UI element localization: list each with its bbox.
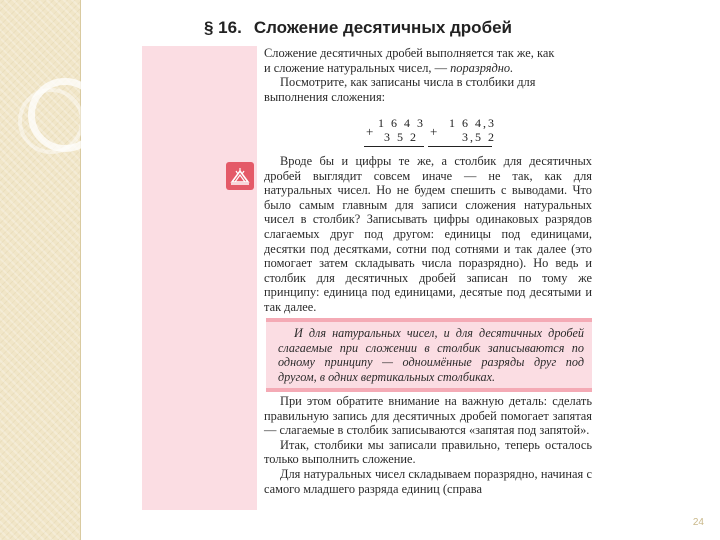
addend-top: 1 6 4,3 xyxy=(449,116,496,130)
section-number: § 16. xyxy=(204,18,242,37)
pen-icon xyxy=(226,162,254,190)
intro-line: Сложение десятичных дробей выполняется так же, как xyxy=(264,46,555,60)
margin-band xyxy=(142,46,257,510)
main-paragraph xyxy=(264,154,592,315)
column-addition-example xyxy=(366,116,426,150)
addend-bottom: 3 5 2 xyxy=(384,130,418,144)
decorative-side-strip xyxy=(0,0,81,540)
plus-sign: + xyxy=(430,124,438,139)
textbook-page xyxy=(142,6,594,510)
page-number: 24 xyxy=(692,517,704,528)
closing-text xyxy=(264,394,592,496)
intro-text xyxy=(264,46,592,104)
sum-line xyxy=(364,146,424,147)
section-heading xyxy=(204,18,512,38)
addend-bottom: 3,5 2 xyxy=(462,130,496,144)
sum-line xyxy=(428,146,492,147)
rule-text: И для натуральных чисел, и для десятичных дробей слагаемые при сложении в столбик записываются по одному принципу — одноимённые разряды друг под другом, в одних вертикальных столбиках. xyxy=(278,326,584,384)
intro-line-part: и сложение натуральных чисел, — xyxy=(264,60,447,75)
paragraph: Итак, столбики мы записали правильно, теперь осталось только выполнить сложение. xyxy=(264,437,592,467)
intro-line: Посмотрите, как записаны числа в столбики для xyxy=(280,75,536,90)
rule-box xyxy=(266,318,592,392)
intro-line xyxy=(264,61,592,76)
section-title: Сложение десятичных дробей xyxy=(253,18,512,37)
paragraph: Вроде бы и цифры те же, а столбик для десятичных дробей выглядит совсем иначе — не так, как для натуральных чисел. Но не будем спешить с выводами. Что было самым главным для записи сложения натуральных чисел в столбик? Записывать цифры одинаковых разрядов слагаемых друг под другом: единицы под единицами, десятки под десятками, сотни под сотнями и так далее (это помогает затем складывать числа поразрядно). Но ведь и столбик для десятичных дробей записан по тому же принципу: единица под единицами, десятые под десятыми и так далее. xyxy=(264,154,592,314)
plus-sign: + xyxy=(366,124,374,139)
decorative-ring xyxy=(18,88,84,154)
intro-line-italic: поразрядно. xyxy=(450,60,514,75)
paragraph: При этом обратите внимание на важную деталь: сделать правильную запись для десятичных дробей помогает запятая — слагаемые в столбик записываются «запятая под запятой». xyxy=(264,394,592,438)
intro-line: выполнения сложения: xyxy=(264,89,386,104)
paragraph: Для натуральных чисел складываем поразрядно, начиная с самого младшего разряда единиц (справа xyxy=(264,466,592,496)
column-addition-example xyxy=(430,116,500,150)
addend-top: 1 6 4 3 xyxy=(378,116,425,130)
